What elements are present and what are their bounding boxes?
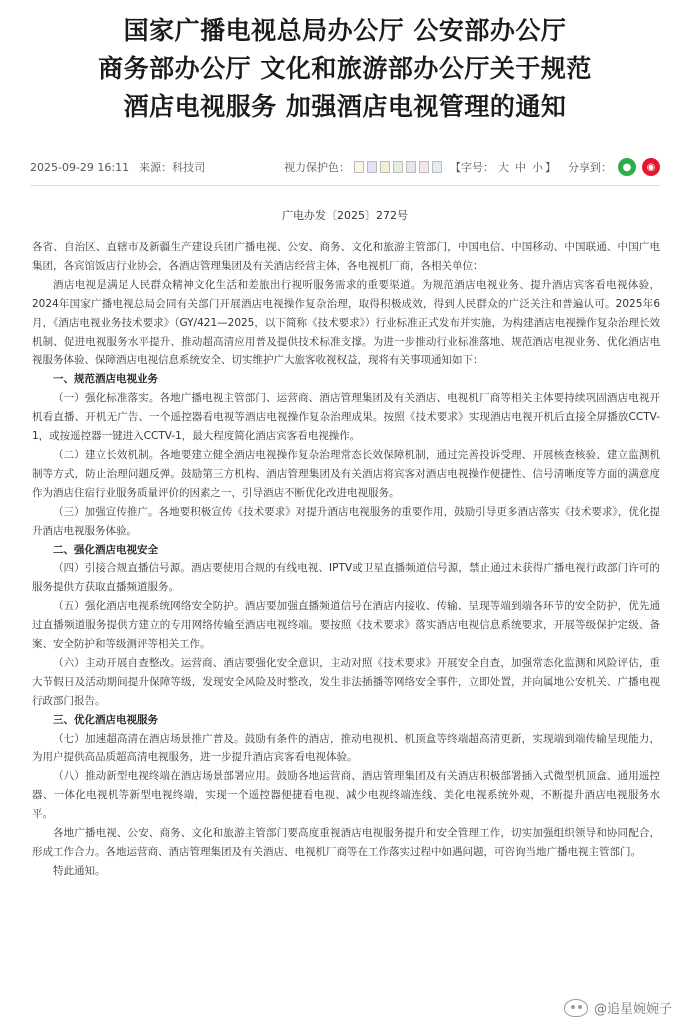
paragraph-8: （八）推动新型电视终端在酒店场景部署应用。鼓励各地运营商、酒店管理集团及有关酒店积极部署插入式微型机顶盒、通用遥控器、一体化电视机等新型电视终端，实现一个遥控器便捷看电视、减少电视终端连线、美化电视系统外观，不断提升酒店电视服务水平。: [32, 770, 660, 821]
meta-bar: [30, 155, 660, 179]
color-swatches: [354, 161, 442, 173]
title-line-1: 国家广播电视总局办公厅 公安部办公厅: [123, 16, 567, 45]
section-heading-2: 二、强化酒店电视安全: [53, 543, 158, 556]
paragraph-3: （三）加强宣传推广。各地要积极宣传《技术要求》对提升酒店电视服务的重要作用，鼓励引导更多酒店落实《技术要求》，优化提升酒店电视服务体验。: [32, 505, 660, 537]
paragraph-1: （一）强化标准落实。各地广播电视主管部门、运营商、酒店管理集团及有关酒店、电视机厂商等相关主体要持续巩固酒店电视开机看直播、开机无广告、一个遥控器看电视等酒店电视操作复杂治理成果。按照《技术要求》实现酒店电视开机后直接全屏播放CCTV-1，或按遥控器一键进入CCTV-1，最大程度简化酒店宾客看电视操作。: [32, 392, 660, 443]
header-divider: [30, 185, 660, 186]
paragraph-5: （五）强化酒店电视系统网络安全防护。酒店要加强直播频道信号在酒店内接收、传输、呈现等端到端各环节的安全防护，优先通过直播频道服务提供方建立的专用网络传输至酒店电视终端。要按照《技术要求》落实酒店电视信息系统要求，开展等级保护定级、备案、安全防护和等级测评等相关工作。: [32, 600, 660, 651]
font-size-small[interactable]: 小: [532, 161, 543, 174]
color-swatch-1[interactable]: [354, 161, 364, 173]
paragraph-9: 各地广播电视、公安、商务、文化和旅游主管部门要高度重视酒店电视服务提升和安全管理工作，切实加强组织领导和协同配合，形成工作合力。各地运营商、酒店管理集团及有关酒店、电视机厂商等在工作落实过程中如遇问题，可咨询当地广播电视主管部门。: [32, 827, 660, 858]
color-swatch-6[interactable]: [419, 161, 429, 173]
paragraph-2: （二）建立长效机制。各地要建立健全酒店电视操作复杂治理常态长效保障机制，通过完善投诉受理、开展核查核验、建立监测机制等方式，防止治理问题反弹。鼓励第三方机构、酒店管理集团及有关酒店将宾客对酒店电视操作便捷性、信号清晰度等方面的满意度作为酒店住宿行业服务质量评价的因素之一，引导酒店不断优化改进电视服务。: [32, 448, 660, 499]
section-heading-1: 一、规范酒店电视业务: [53, 373, 158, 386]
document-number: 广电办发〔2025〕272号: [282, 209, 408, 222]
intro-paragraph: 酒店电视是满足人民群众精神文化生活和差旅出行视听服务需求的重要渠道。为规范酒店电视业务、提升酒店宾客看电视体验，2024年国家广播电视总局会同有关部门开展酒店电视操作复杂治理，取得积极成效，得到人民群众的广泛关注和普遍认可。2025年6月，《酒店电视业务技术要求》（GY/421—2025，以下简称《技术要求》）行业标准正式发布并实施，为构建酒店电视操作复杂治理长效机制、促进电视服务水平提升、推动超高清应用普及提供技术标准支撑。为进一步推动行业标准落地、规范酒店电视业务、优化酒店电视服务体验、保障酒店电视信息系统安全、切实维护广大旅客收视权益，现将有关事项通知如下：: [32, 278, 660, 367]
color-swatch-4[interactable]: [393, 161, 403, 173]
weibo-logo-icon: [564, 999, 588, 1017]
font-size-options: [498, 159, 543, 175]
title-line-3: 酒店电视服务 加强酒店电视管理的通知: [123, 92, 567, 121]
paragraph-7: （七）加速超高清在酒店场景推广普及。鼓励有条件的酒店，推动电视机、机顶盒等终端超高清更新，实现端到端传输呈现能力，为用户提供高品质超高清电视服务，进一步提升酒店宾客看电视体验。: [32, 732, 660, 764]
title-line-2: 商务部办公厅 文化和旅游部办公厅关于规范: [98, 54, 592, 83]
font-size-large[interactable]: 大: [498, 161, 509, 174]
share-label: 分享到：: [568, 161, 612, 174]
paragraph-4: （四）引接合规直播信号源。酒店要使用合规的有线电视、IPTV或卫星直播频道信号源，禁止通过未获得广播电视行政部门许可的服务提供方获取直播频道服务。: [32, 562, 660, 594]
font-size-medium[interactable]: 中: [515, 161, 526, 174]
vision-protect-label: 视力保护色：: [284, 161, 350, 174]
font-size-label: 【字号：: [450, 161, 494, 174]
addressee: 各省、自治区、直辖市及新疆生产建设兵团广播电视、公安、商务、文化和旅游主管部门，中国电信、中国移动、中国联通、中国广电集团，各宾馆饭店行业协会，各酒店管理集团及有关酒店经营主体，各电视机厂商，各相关单位：: [32, 241, 660, 272]
color-swatch-5[interactable]: [406, 161, 416, 173]
article-body: [32, 238, 660, 881]
color-swatch-2[interactable]: [367, 161, 377, 173]
weibo-watermark: [564, 998, 672, 1017]
section-heading-3: 三、优化酒店电视服务: [53, 713, 158, 726]
source-label: 来源：科技司: [139, 161, 206, 174]
color-swatch-7[interactable]: [432, 161, 442, 173]
weibo-icon[interactable]: ◉: [642, 158, 660, 176]
watermark-text: @追星婉婉子: [593, 1002, 672, 1017]
closing-line: 特此通知。: [53, 864, 106, 877]
publish-datetime: 2025-09-29 16:11: [30, 160, 130, 174]
font-size-close-bracket: 】: [545, 161, 556, 174]
paragraph-6: （六）主动开展自查整改。运营商、酒店要强化安全意识，主动对照《技术要求》开展安全自查，加强常态化监测和风险评估，重大节假日及活动期间提升保障等级，发现安全风险及时整改，发生非法插播等网络安全事件，立即处置，并向属地公安机关、广播电视行政部门报告。: [32, 656, 660, 707]
article-title: [0, 12, 690, 126]
color-swatch-3[interactable]: [380, 161, 390, 173]
wechat-icon[interactable]: ●: [618, 158, 636, 176]
